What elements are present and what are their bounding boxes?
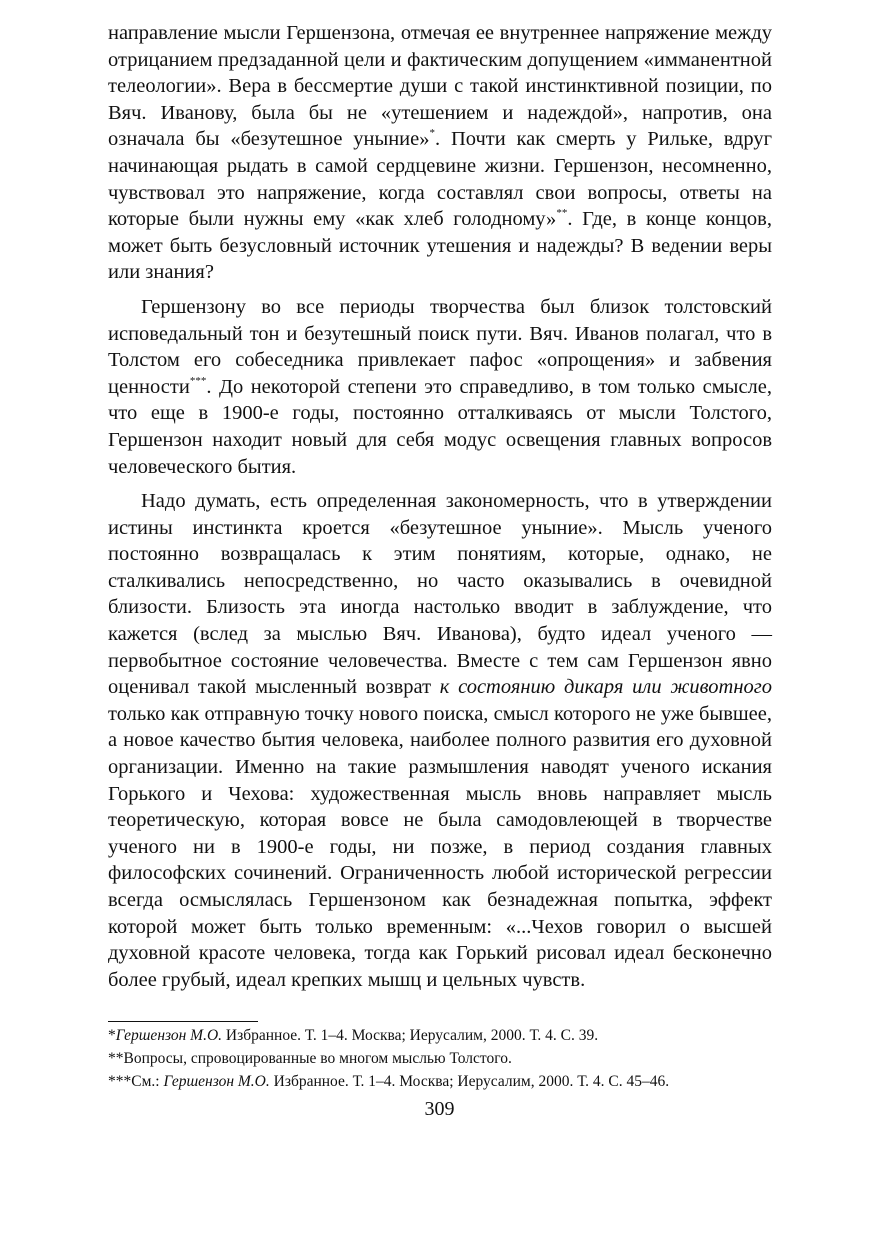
footnote-3-prefix: См.:: [131, 1073, 164, 1091]
paragraph-1-text-a: направление мысли Гершензона, отмечая ее внутреннее напряжение между отрицанием предзаданной цели и фактическим допущением «имманентной телеологии». Вера в бессмертие души с такой инстинктивной позиции, по Вяч. Иванову, была бы не «утешением и надеждой», напротив, она означала бы «безутешное уныние»: [108, 22, 772, 151]
paragraph-3-text-b: только как отправную точку нового поиска, смысл которого не уже бывшее, а новое качество бытия человека, наиболее полного развития его духовной организации. Именно на такие размышления наводят ученого искания Горького и Чехова: художественная мысль вновь направляет мысль теоретическую, которая вовсе не была самодовлеющей в творчестве ученого ни в 1900-е годы, ни позже, в период создания главных философских сочинений. Ограниченность любой исторической регрессии всегда осмыслялась Гершензоном как безнадежная попытка, эффект которой может быть только временным: «...Чехов говорил о высшей духовной красоте человека, тогда как Горький рисовал идеал бесконечно более грубый, идеал крепких мышц и цельных чувств.: [108, 702, 772, 991]
paragraph-3-text-a: Надо думать, есть определенная закономерность, что в утверждении истины инстинкта кроется «безутешное уныние». Мысль ученого постоянно возвращалась к этим понятиям, которые, однако, не сталкивались непосредственно, но часто оказывались в очевидной близости. Близость эта иногда настолько вводит в заблуждение, что кажется (вслед за мыслью Вяч. Иванова), будто идеал ученого — первобытное состояние человечества. Вместе с тем сам Гершензон явно оценивал такой мысленный возврат: [108, 490, 772, 699]
paragraph-2: [108, 294, 772, 480]
footnote-3: [108, 1072, 772, 1092]
footnote-1-text: Избранное. Т. 1–4. Москва; Иерусалим, 2000. Т. 4. С. 39.: [222, 1027, 599, 1045]
footnotes: [108, 1026, 772, 1092]
footnote-ref-3: ***: [189, 374, 207, 387]
footnote-ref-2: **: [556, 207, 568, 220]
footnote-ref-1: *: [429, 127, 436, 140]
paragraph-1: [108, 20, 772, 286]
footnote-3-mark: ***: [108, 1073, 132, 1091]
footnote-1-mark: *: [108, 1027, 116, 1045]
footnote-2: [108, 1049, 772, 1069]
paragraph-3: [108, 488, 772, 993]
paragraph-2-text-a: Гершензону во все периоды творчества был близок толстовский исповедальный тон и безутешный поиск пути. Вяч. Иванов полагал, что в Толстом его собеседника привлекает пафос «опрощения» и забвения ценности: [108, 295, 772, 398]
footnote-divider: [108, 1021, 258, 1022]
paragraph-3-italic: к состоянию дикаря или животного: [439, 676, 772, 699]
paragraph-1-text-b: . Почти как смерть у Рильке, вдруг начинающая рыдать в самой сердцевине жизни. Гершензон, несомненно, чувствовал это напряжение, когда составлял свои вопросы, ответы на которые были нужны ему «как хлеб голодному»: [108, 128, 773, 231]
paragraph-2-text-b: . До некоторой степени это справедливо, в том только смысле, что еще в 1900-е годы, постоянно отталкиваясь от мысли Толстого, Гершензон находит новый для себя модус освещения главных вопросов человеческого бытия.: [108, 375, 772, 478]
footnote-3-author: Гершензон М.О.: [163, 1073, 270, 1091]
footnote-2-text: Вопросы, спровоцированные во многом мыслью Толстого.: [123, 1050, 512, 1068]
page-number: 309: [424, 1098, 455, 1120]
paragraph-1-text-c: . Где, в конце концов, может быть безусловный источник утешения и надежды? В ведении веры или знания?: [108, 208, 772, 284]
main-text: [108, 20, 772, 993]
footnote-2-mark: **: [108, 1050, 124, 1068]
footnote-1-author: Гершензон М.О.: [115, 1027, 223, 1045]
book-page: [108, 20, 772, 1095]
footnote-3-text: Избранное. Т. 1–4. Москва; Иерусалим, 2000. Т. 4. С. 45–46.: [269, 1073, 670, 1091]
footnote-1: [108, 1026, 772, 1046]
